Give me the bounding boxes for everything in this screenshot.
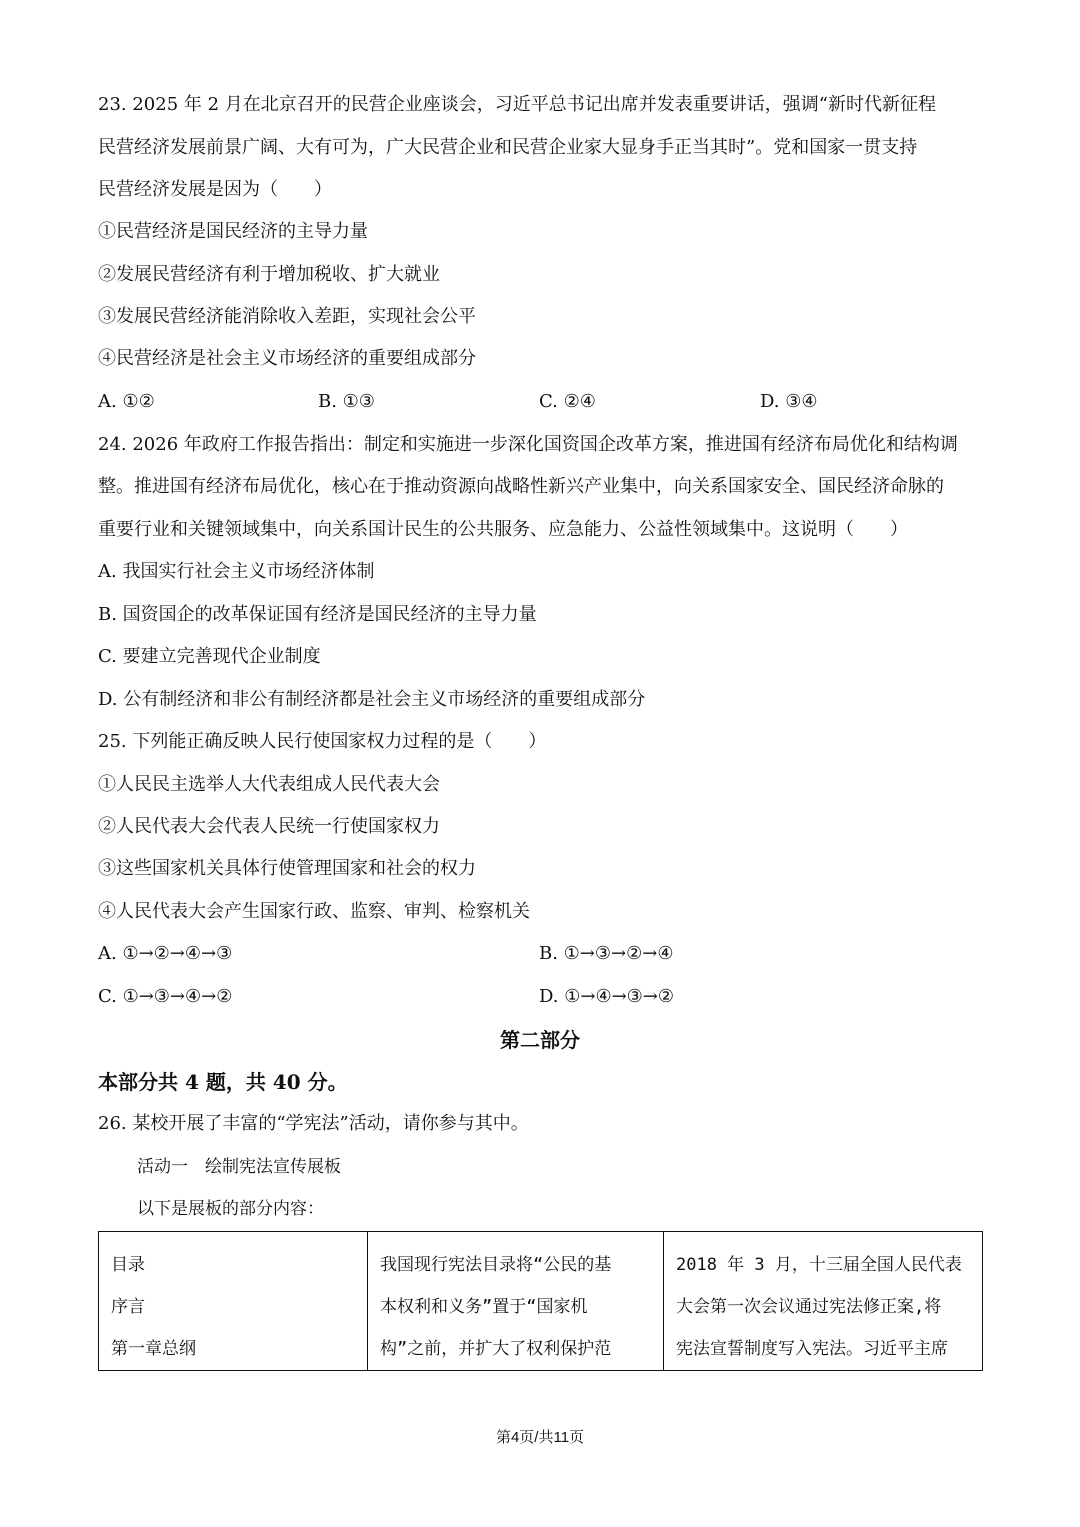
q26-activity-heading: 活动一 绘制宪法宣传展板: [137, 1157, 341, 1177]
q23-option-a: A. ①②: [98, 391, 155, 412]
q25-statement-2: ②人民代表大会代表人民统一行使国家权力: [98, 816, 440, 837]
q23-statement-1: ①民营经济是国民经济的主导力量: [98, 221, 368, 242]
q24-option-d: D. 公有制经济和非公有制经济都是社会主义市场经济的重要组成部分: [98, 689, 646, 710]
q24-option-a: A. 我国实行社会主义市场经济体制: [98, 561, 375, 582]
q25-statement-1: ①人民民主选举人大代表组成人民代表大会: [98, 774, 440, 795]
q24-stem-line-2: 整。推进国有经济布局优化，核心在于推动资源向战略性新兴产业集中，向关系国家安全、国民经济命脉的: [98, 476, 944, 497]
q23-stem-line-1: 23. 2025 年 2 月在北京召开的民营企业座谈会，习近平总书记出席并发表重要讲话，强调“新时代新征程: [98, 94, 936, 115]
part2-title: 第二部分: [500, 1028, 580, 1052]
q24-stem-line-3: 重要行业和关键领域集中，向关系国计民生的公共服务、应急能力、公益性领域集中。这说明（ ）: [98, 519, 908, 540]
q23-option-d: D. ③④: [760, 391, 818, 412]
table-cell-line: 第一章总纲: [111, 1339, 196, 1359]
table-cell-line: 我国现行宪法目录将“公民的基: [380, 1255, 612, 1275]
part2-subtitle: 本部分共 4 题，共 40 分。: [98, 1070, 348, 1094]
q23-option-b: B. ①③: [318, 391, 375, 412]
table-row: [99, 1232, 983, 1371]
table-cell-amendment: [664, 1232, 983, 1371]
q25-statement-4: ④人民代表大会产生国家行政、监察、审判、检察机关: [98, 901, 530, 922]
q25-option-c: C. ①→③→④→②: [98, 986, 233, 1007]
q24-option-b: B. 国资国企的改革保证国有经济是国民经济的主导力量: [98, 604, 537, 625]
table-cell-line: 大会第一次会议通过宪法修正案,将: [676, 1297, 942, 1317]
table-cell-contents: [99, 1232, 368, 1371]
q24-stem-line-1: 24. 2026 年政府工作报告指出：制定和实施进一步深化国资国企改革方案，推进国有经济布局优化和结构调: [98, 434, 958, 455]
q23-statement-2: ②发展民营经济有利于增加税收、扩大就业: [98, 264, 440, 285]
q25-option-d: D. ①→④→③→②: [539, 986, 675, 1007]
q23-option-c: C. ②④: [539, 391, 596, 412]
q25-stem: 25. 下列能正确反映人民行使国家权力过程的是（ ）: [98, 731, 547, 752]
q26-table-intro: 以下是展板的部分内容：: [137, 1199, 324, 1219]
q23-statement-3: ③发展民营经济能消除收入差距，实现社会公平: [98, 306, 476, 327]
table-cell-rights: [368, 1232, 664, 1371]
q25-statement-3: ③这些国家机关具体行使管理国家和社会的权力: [98, 858, 476, 879]
q25-option-a: A. ①→②→④→③: [98, 943, 233, 964]
q23-stem-line-2: 民营经济发展前景广阔、大有可为，广大民营企业和民营企业家大显身手正当其时”。党和国家一贯支持: [98, 137, 918, 158]
page-number-footer: 第4页/共11页: [495, 1429, 585, 1446]
q23-stem-line-3: 民营经济发展是因为（ ）: [98, 179, 332, 200]
table-cell-line: 2018 年 3 月，十三届全国人民代表: [676, 1255, 962, 1275]
table-cell-line: 序言: [111, 1297, 145, 1317]
q25-option-b: B. ①→③→②→④: [539, 943, 674, 964]
q26-stem: 26. 某校开展了丰富的“学宪法”活动，请你参与其中。: [98, 1113, 529, 1134]
table-cell-line: 目录: [111, 1255, 145, 1275]
exhibit-board-table: [98, 1231, 983, 1371]
table-cell-line: 宪法宣誓制度写入宪法。习近平主席: [676, 1339, 948, 1359]
q24-option-c: C. 要建立完善现代企业制度: [98, 646, 321, 667]
q23-statement-4: ④民营经济是社会主义市场经济的重要组成部分: [98, 348, 476, 369]
table-cell-line: 本权利和义务”置于“国家机: [380, 1297, 588, 1317]
table-cell-line: 构”之前，并扩大了权利保护范: [380, 1339, 612, 1359]
